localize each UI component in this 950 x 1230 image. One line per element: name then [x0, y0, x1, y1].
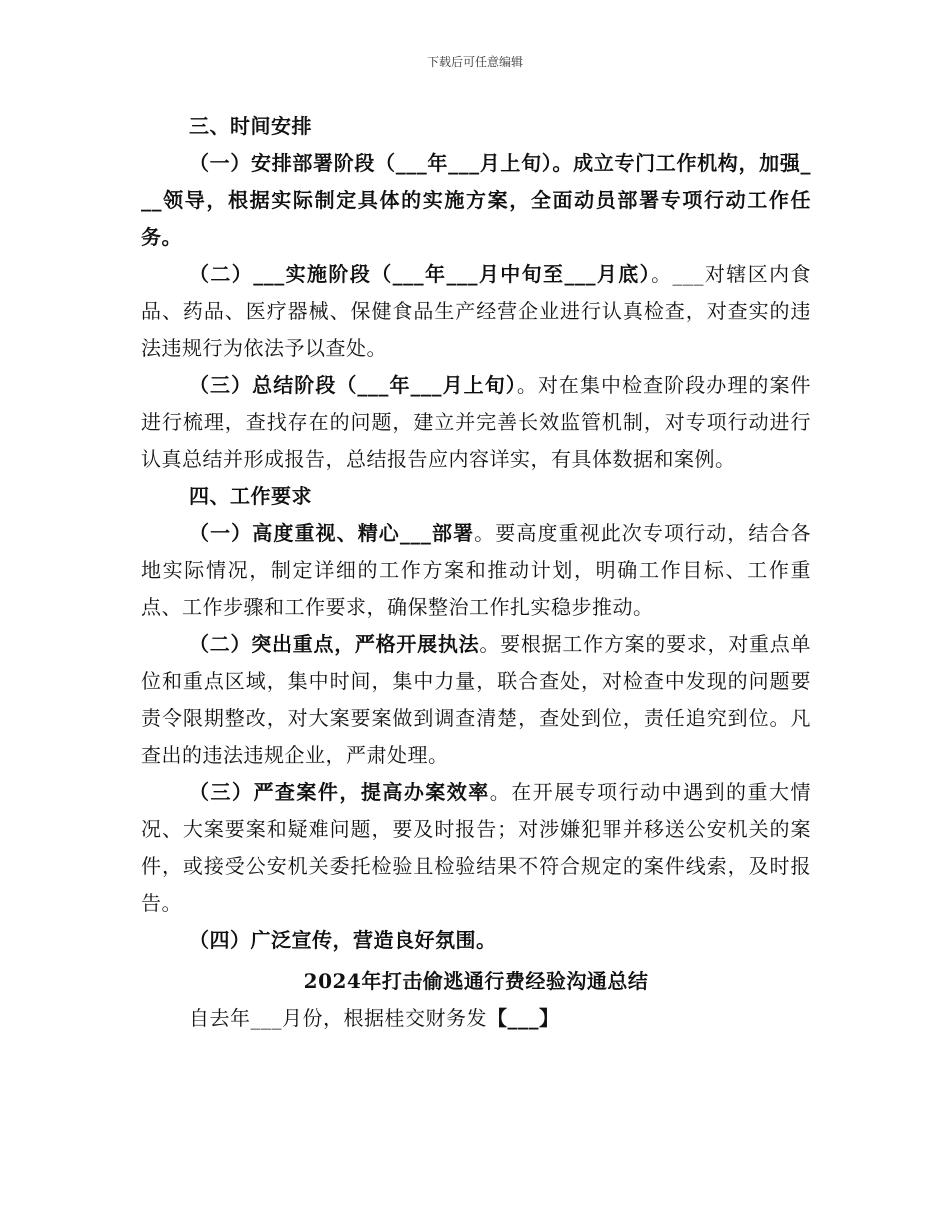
section-heading-work-requirements: 四、工作要求 [189, 484, 312, 508]
paragraph-lead: （二）突出重点，严格开展执法 [189, 632, 480, 656]
paragraph-lead: （一）高度重视、精心___部署 [189, 521, 475, 545]
paragraph-high-attention [141, 515, 811, 626]
paragraph-key-enforcement [141, 626, 811, 774]
paragraph-text: 。要高度重视此次专项行动，结合各地实际情况，制定详细的工作方案和推动计划，明确工作目标、工作重点、工作步骤和工作要求，确保整治工作扎实稳步推动。 [141, 521, 812, 619]
document-title: 2024年打击偷逃通行费经验沟通总结 [303, 969, 649, 993]
paragraph-lead: （二）___实施阶段（___年___月中旬至___月底） [189, 262, 652, 286]
paragraph-text: 。要根据工作方案的要求，对重点单位和重点区域，集中时间，集中力量，联合查处，对检查中发现的问题要责令限期整改，对大案要案做到调查清楚，查处到位，责任追究到位。凡查出的违法违规企业，严肃处理。 [141, 632, 812, 767]
paragraph-doc2-intro [141, 1000, 811, 1037]
paragraph-text: 。对在集中检查阶段办理的案件进行梳理，查找存在的问题，建立并完善长效监管机制，对专项行动进行认真总结并形成报告，总结报告应内容详实，有具体数据和案例。 [141, 373, 812, 471]
paragraph-text: 自去年___月份，根据桂交财务发 [189, 1006, 487, 1030]
paragraph-implementation-stage [141, 256, 811, 367]
paragraph-lead: （三）总结阶段（___年___月上旬） [189, 373, 517, 397]
paragraph-text: 。在开展专项行动中遇到的重大情况、大案要案和疑难问题，要及时报告；对涉嫌犯罪并移送公安机关的案件，或接受公安机关委托检验且检验结果不符合规定的案件线索，及时报告。 [141, 780, 811, 915]
paragraph-lead: （三）严查案件，提高办案效率 [189, 780, 490, 804]
paragraph-deployment-stage: （一）安排部署阶段（___年___月上旬）。成立专门工作机构，加强___领导，根据实际制定具体的实施方案，全面动员部署专项行动工作任务。 [141, 151, 811, 249]
paragraph-bracket: 【___】 [487, 1006, 560, 1030]
paragraph-publicity: （四）广泛宣传，营造良好氛围。 [189, 928, 497, 952]
paragraph-case-investigation [141, 774, 811, 922]
section-heading-time-schedule: 三、时间安排 [189, 114, 312, 138]
page-header: 下载后可任意编辑 [426, 55, 523, 69]
document-body [141, 108, 811, 1037]
paragraph-summary-stage [141, 367, 811, 478]
paragraph-text: 。___对辖区内食品、药品、医疗器械、保健食品生产经营企业进行认真检查，对查实的违法违规行为依法予以查处。 [141, 262, 812, 360]
